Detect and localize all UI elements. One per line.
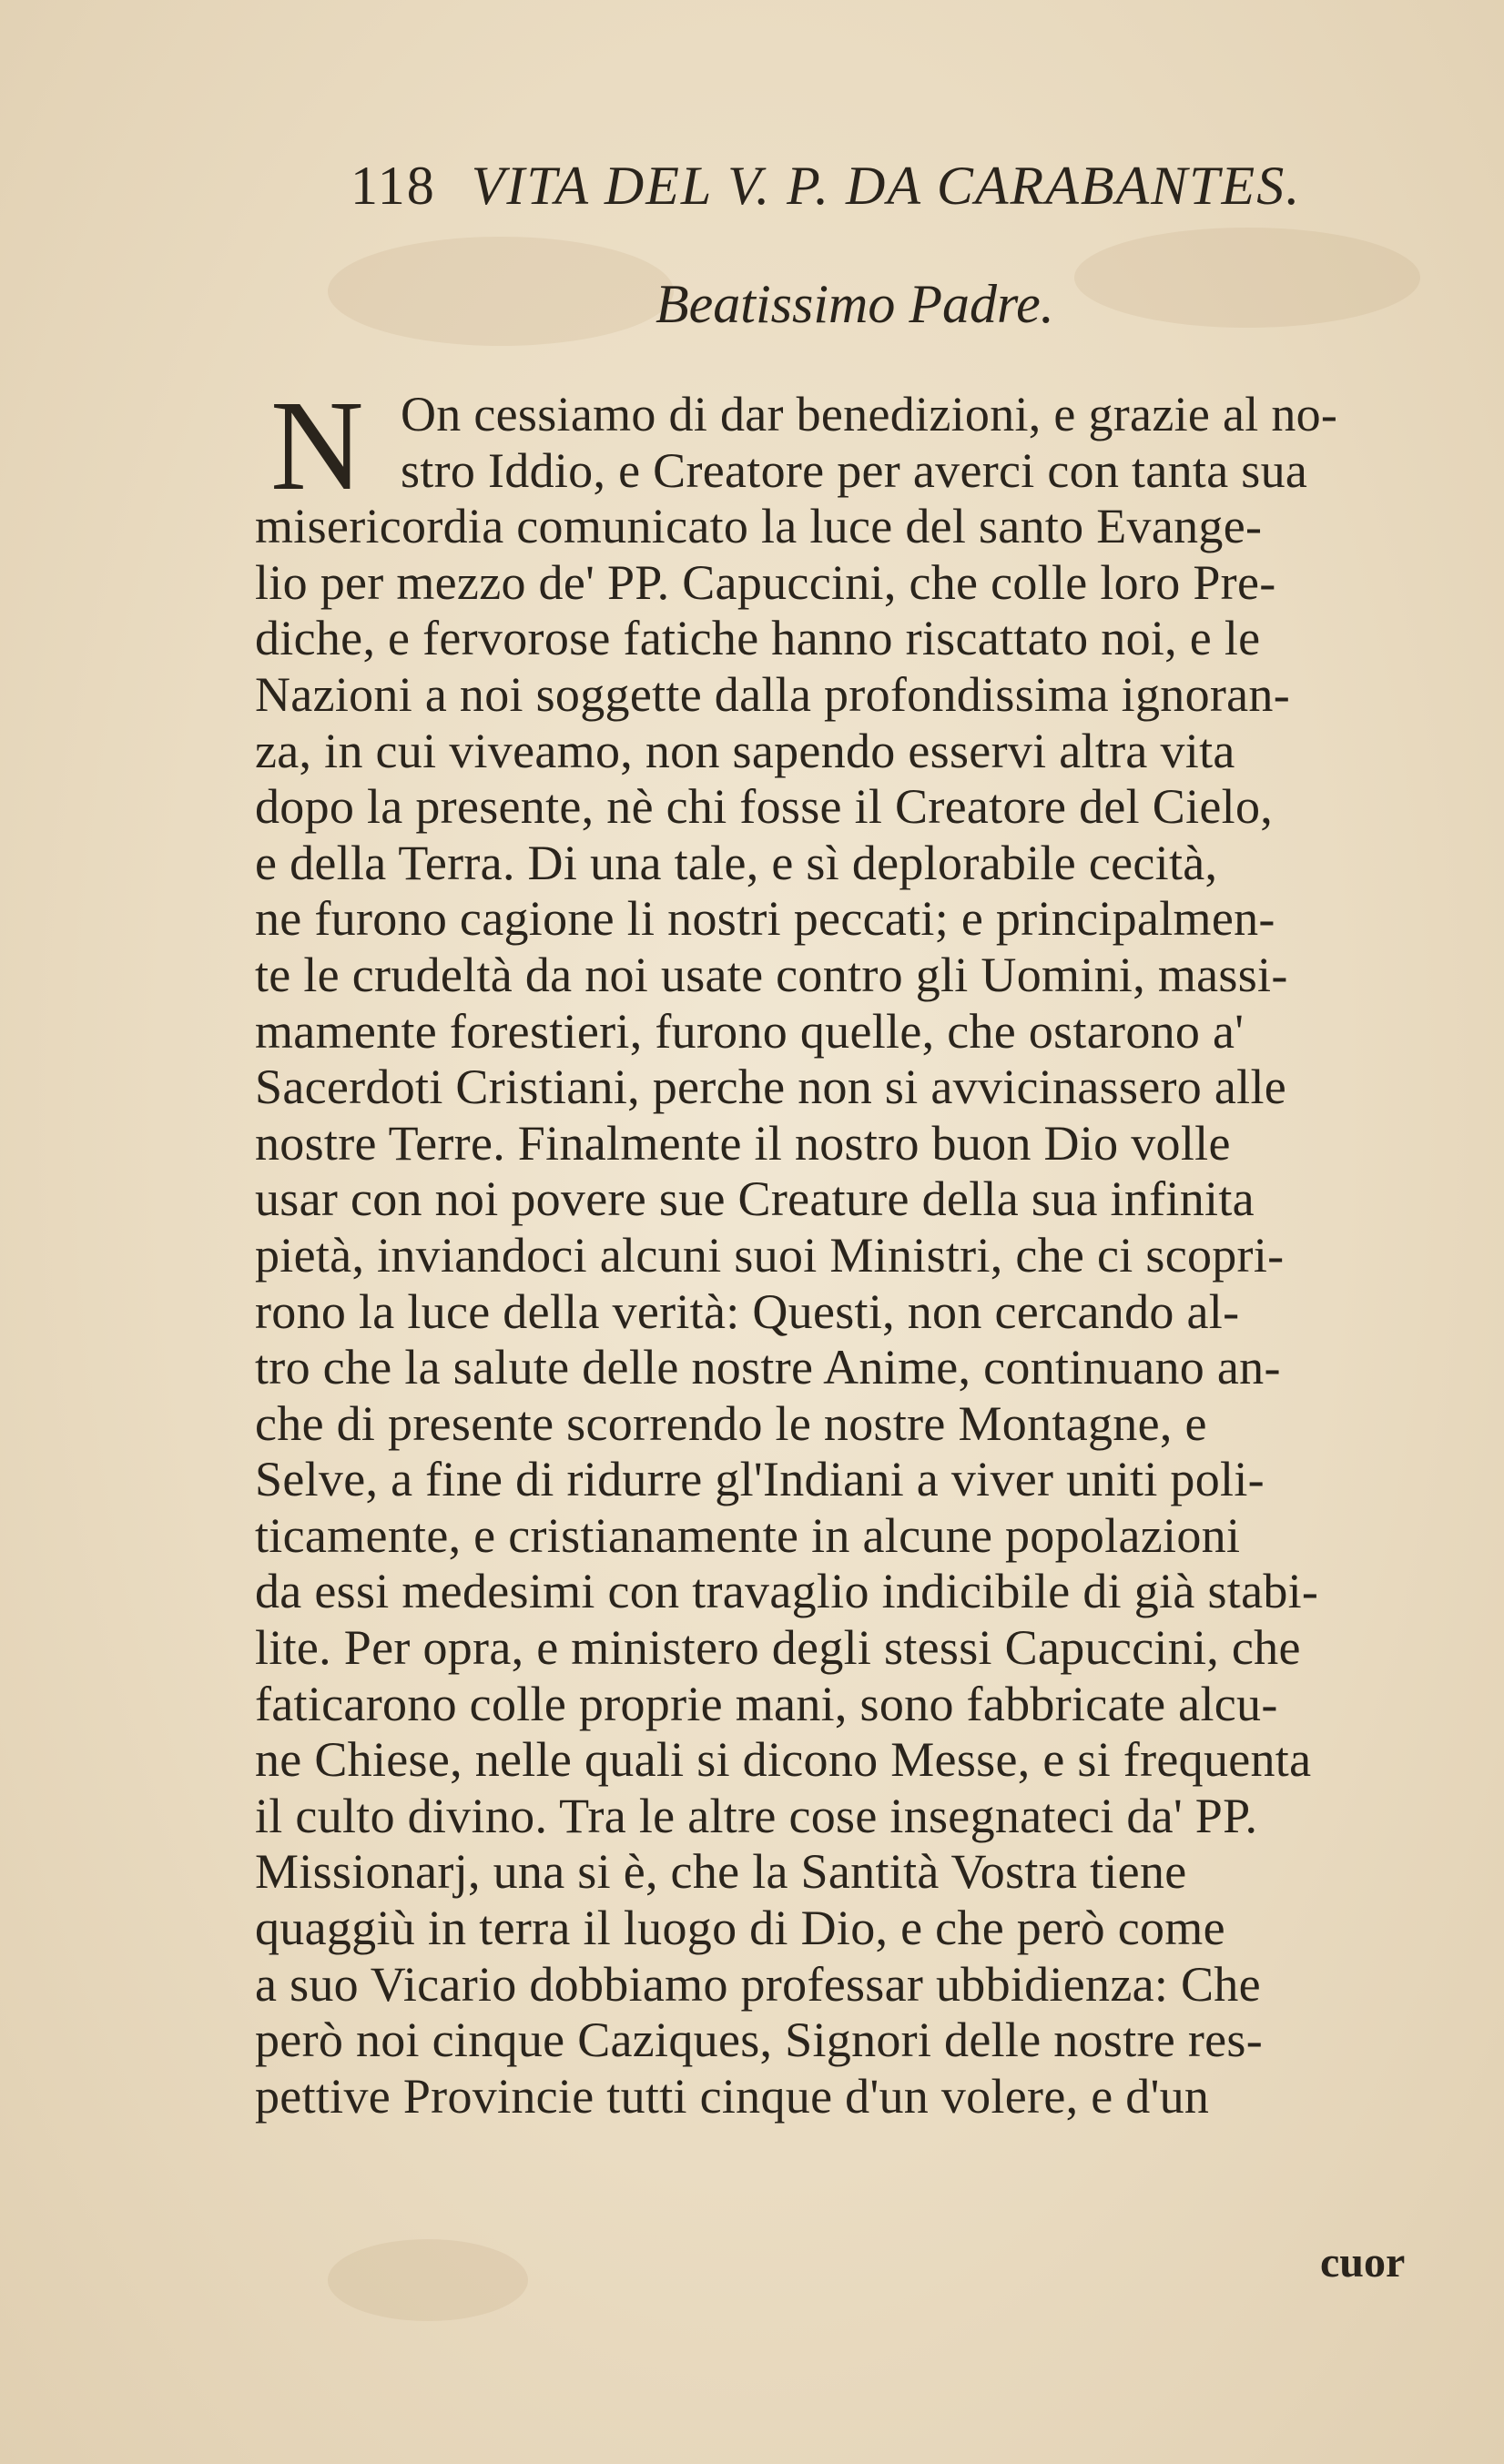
text-line: te le crudeltà da noi usate contro gli Uomini, massi- bbox=[255, 947, 1288, 1002]
text-line: lio per mezzo de' PP. Capuccini, che colle loro Pre- bbox=[255, 554, 1276, 610]
text-line: tro che la salute delle nostre Anime, continuano an- bbox=[255, 1340, 1281, 1395]
text-line: a suo Vicario dobbiamo professar ubbidienza: Che bbox=[255, 1956, 1261, 2012]
text-line: lite. Per opra, e ministero degli stessi Capuccini, che bbox=[255, 1620, 1301, 1676]
text-line: usar con noi povere sue Creature della sua infinita bbox=[255, 1171, 1255, 1227]
text-line: pettive Provincie tutti cinque d'un volere, e d'un bbox=[255, 2068, 1210, 2124]
text-line: ne Chiese, nelle quali si dicono Messe, e si frequenta bbox=[255, 1732, 1312, 1788]
text-line: da essi medesimi con travaglio indicibile di già stabi- bbox=[255, 1564, 1319, 1619]
salutation: Beatissimo Padre. bbox=[655, 274, 1054, 334]
text-line: ticamente, e cristianamente in alcune popolazioni bbox=[255, 1507, 1241, 1563]
text-line: diche, e fervorose fatiche hanno riscattato noi, e le bbox=[255, 611, 1261, 666]
text-line: però noi cinque Caziques, Signori delle nostre res- bbox=[255, 2013, 1264, 2068]
text-line: quaggiù in terra il luogo di Dio, e che però come bbox=[255, 1901, 1225, 1956]
text-line: misericordia comunicato la luce del santo Evange- bbox=[255, 499, 1263, 554]
text-line: faticarono colle proprie mani, sono fabbricate alcu- bbox=[255, 1676, 1278, 1731]
text-line: ne furono cagione li nostri peccati; e principalmen- bbox=[255, 891, 1275, 947]
text-line: Sacerdoti Cristiani, perche non si avvicinassero alle bbox=[255, 1060, 1287, 1115]
paper-stain bbox=[328, 2239, 528, 2321]
drop-cap: N bbox=[270, 373, 364, 517]
text-line: e della Terra. Di una tale, e sì deplorabile cecità, bbox=[255, 835, 1218, 890]
text-line: rono la luce della verità: Questi, non cercando al- bbox=[255, 1283, 1240, 1339]
text-line: Missionarj, una si è, che la Santità Vostra tiene bbox=[255, 1844, 1187, 1900]
running-title: VITA DEL V. P. DA CARABANTES. bbox=[471, 156, 1302, 216]
paper-stain bbox=[328, 237, 674, 346]
text-line: mamente forestieri, furono quelle, che ostarono a' bbox=[255, 1003, 1245, 1059]
text-line: dopo la presente, nè chi fosse il Creatore del Cielo, bbox=[255, 779, 1274, 835]
catchword: cuor bbox=[1320, 2238, 1406, 2287]
text-line: pietà, inviandoci alcuni suoi Ministri, che ci scopri- bbox=[255, 1227, 1285, 1283]
running-head bbox=[351, 155, 1461, 228]
text-line: On cessiamo di dar benedizioni, e grazie al no- bbox=[401, 387, 1338, 441]
paper-stain bbox=[1074, 228, 1420, 328]
text-line: za, in cui viveamo, non sapendo esservi altra vita bbox=[255, 723, 1235, 778]
text-line: Nazioni a noi soggette dalla profondissima ignoran- bbox=[255, 666, 1291, 722]
page-number: 118 bbox=[351, 156, 436, 216]
text-line: nostre Terre. Finalmente il nostro buon Dio volle bbox=[255, 1115, 1231, 1171]
body-text bbox=[255, 387, 1504, 2124]
text-line: il culto divino. Tra le altre cose insegnateci da' PP. bbox=[255, 1788, 1258, 1843]
text-line: Selve, a fine di ridurre gl'Indiani a viver uniti poli- bbox=[255, 1452, 1265, 1507]
text-line: che di presente scorrendo le nostre Montagne, e bbox=[255, 1395, 1207, 1451]
text-line: stro Iddio, e Creatore per averci con tanta sua bbox=[401, 442, 1308, 498]
